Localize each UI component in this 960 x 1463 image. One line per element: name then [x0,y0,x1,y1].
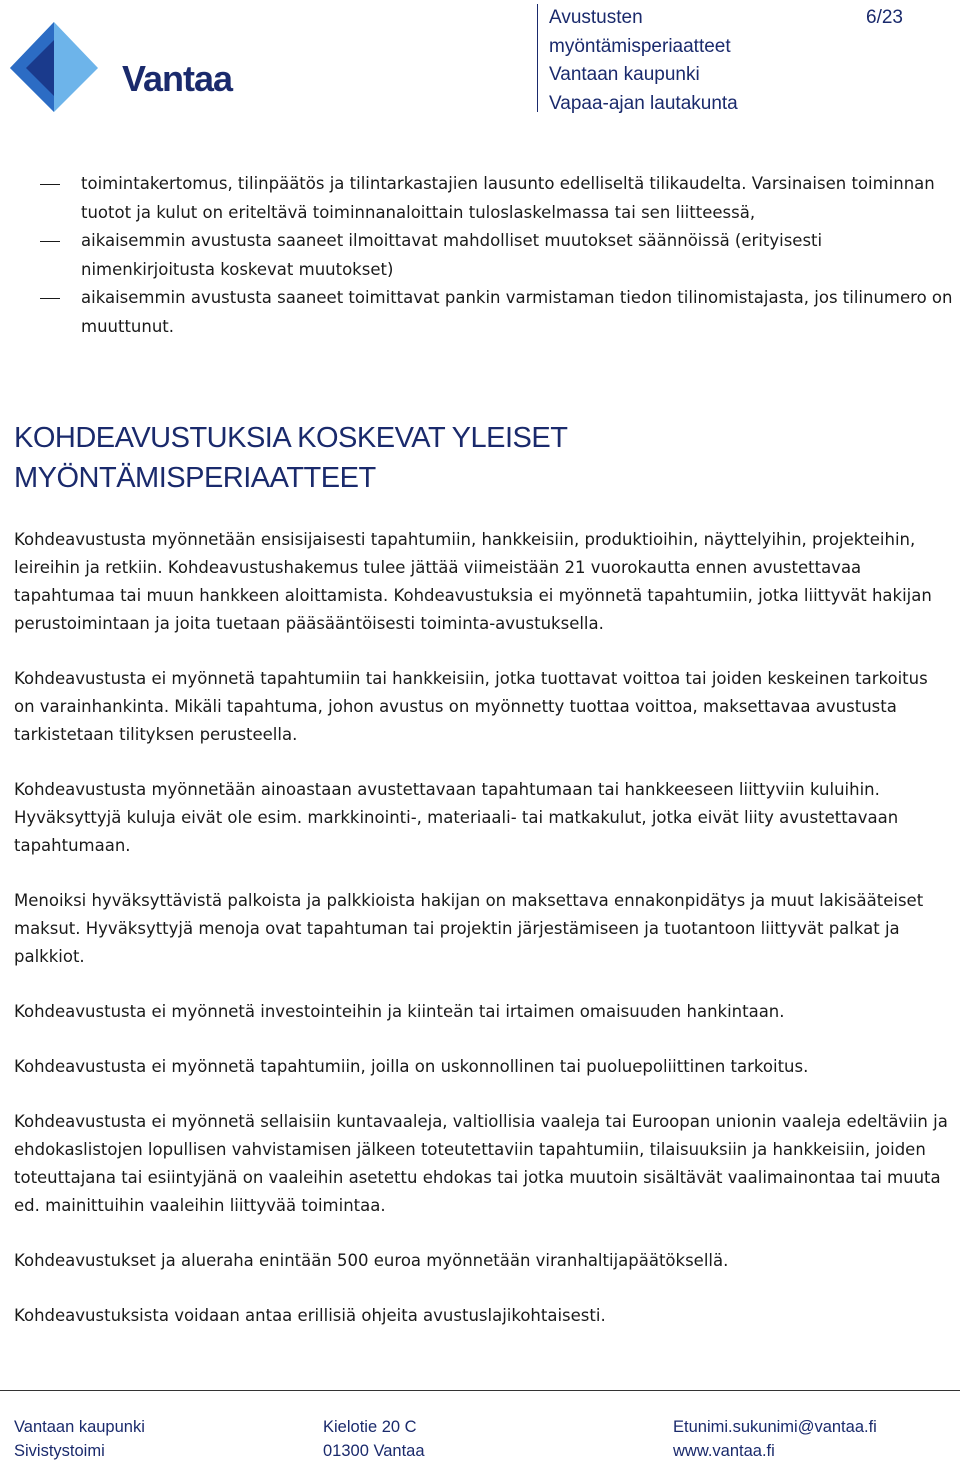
dash-bullet-icon [40,298,60,299]
document-header-title [549,4,849,118]
footer-website[interactable]: www.vantaa.fi [673,1442,775,1460]
section-heading [14,418,914,498]
list-item-text: aikaisemmin avustusta saaneet ilmoittavat mahdolliset muutokset säännöissä (erityisesti nimenkirjoitusta koskevat muutokset) [81,231,823,279]
list-item [0,284,960,341]
footer-line: Kielotie 20 C [323,1418,417,1436]
header-title-line: Vapaa-ajan lautakunta [549,92,738,114]
list-item [0,170,960,227]
footer-contact [673,1415,877,1463]
paragraph: Menoiksi hyväksyttävistä palkoista ja palkkioista hakijan on maksettava ennakonpidätys ja muut lakisääteiset maksut. Hyväksyttyjä menoja ovat tapahtuman tai projektin järjestämiseen ja tuotantoon liittyvät palkat ja palkkiot. [14,891,924,966]
header-divider [537,4,538,112]
logo-wordmark: Vantaa [122,58,233,99]
footer-address [323,1415,425,1463]
list-item-text: aikaisemmin avustusta saaneet toimittavat pankin varmistaman tiedon tilinomistajasta, jos tilinumero on muuttunut. [81,288,953,336]
dash-bullet-icon [40,184,60,185]
vantaa-logo [10,20,250,112]
paragraph: Kohdeavustusta ei myönnetä investointeihin ja kiinteän tai irtaimen omaisuuden hankintaan. [14,1002,785,1021]
section-heading-line: KOHDEAVUSTUKSIA KOSKEVAT YLEISET [14,422,568,454]
header-title-line: myöntämisperiaatteet [549,35,731,57]
paragraph: Kohdeavustusta ei myönnetä tapahtumiin tai hankkeisiin, jotka tuottavat voittoa tai joiden keskeinen tarkoitus on varainhankinta. Mikäli tapahtuma, johon avustus on myönnetty tuottaa voittoa, maksettavaa avustusta tarkistetaan tilityksen perusteella. [14,669,928,744]
list-item-text: toimintakertomus, tilinpäätös ja tilintarkastajien lausunto edelliseltä tilikaudelta. Varsinaisen toiminnan tuotot ja kulut on eriteltävä toiminnanaloittain tuloslaskelmassa tai sen liitteessä, [81,174,935,222]
paragraph: Kohdeavustuksista voidaan antaa erillisiä ohjeita avustuslajikohtaisesti. [14,1306,606,1325]
footer-email[interactable]: Etunimi.sukunimi@vantaa.fi [673,1418,877,1436]
requirements-list [0,170,960,341]
footer-line: 01300 Vantaa [323,1442,425,1460]
dash-bullet-icon [40,241,60,242]
section-heading-line: MYÖNTÄMISPERIAATTEET [14,462,376,494]
footer-divider [0,1390,960,1391]
footer-organization [14,1415,145,1463]
footer-line: Sivistystoimi [14,1442,105,1460]
paragraph: Kohdeavustusta ei myönnetä tapahtumiin, joilla on uskonnollinen tai puoluepoliittinen tarkoitus. [14,1057,809,1076]
paragraph: Kohdeavustusta myönnetään ainoastaan avustettavaan tapahtumaan tai hankkeeseen liittyviin kuluihin. Hyväksyttyjä kuluja eivät ole esim. markkinointi-, materiaali- tai matkakulut, jotka eivät liity avustettavaan tapahtumaan. [14,780,899,855]
footer-line: Vantaan kaupunki [14,1418,145,1436]
header-title-line: Vantaan kaupunki [549,64,700,85]
paragraph: Kohdeavustusta ei myönnetä sellaisiin kuntavaaleja, valtiollisia vaaleja tai Euroopan unionin vaaleja edeltäviin ja ehdokaslistojen lopullisen vahvistamisen jälkeen toteutettaviin tapahtumiin, tilaisuuksiin ja hankkeisiin, joiden toteuttajana tai esiintyjänä on vaaleihin asetettu ehdokas tai jotka muutoin sisältävät vaalimainontaa tai muuta ed. mainittuihin vaaleihin liittyvää toimintaa. [14,1112,948,1215]
vantaa-logo-mark-icon [10,20,110,112]
section-body [14,526,949,1357]
list-item [0,227,960,284]
paragraph: Kohdeavustukset ja alueraha enintään 500 euroa myönnetään viranhaltijapäätöksellä. [14,1251,729,1270]
paragraph: Kohdeavustusta myönnetään ensisijaisesti tapahtumiin, hankkeisiin, produktioihin, näyttelyihin, projekteihin, leireihin ja retkiin. Kohdeavustushakemus tulee jättää viimeistään 21 vuorokautta ennen avustettavaa tapahtumaa tai muun hankkeen aloittamista. Kohdeavustuksia ei myönnetä tapahtumiin, jotka liittyvät hakijan perustoimintaan ja joita tuetaan pääsääntöisesti toiminta-avustuksella. [14,530,932,633]
header-title-line: Avustusten [549,7,643,28]
page-number: 6/23 [866,7,903,28]
